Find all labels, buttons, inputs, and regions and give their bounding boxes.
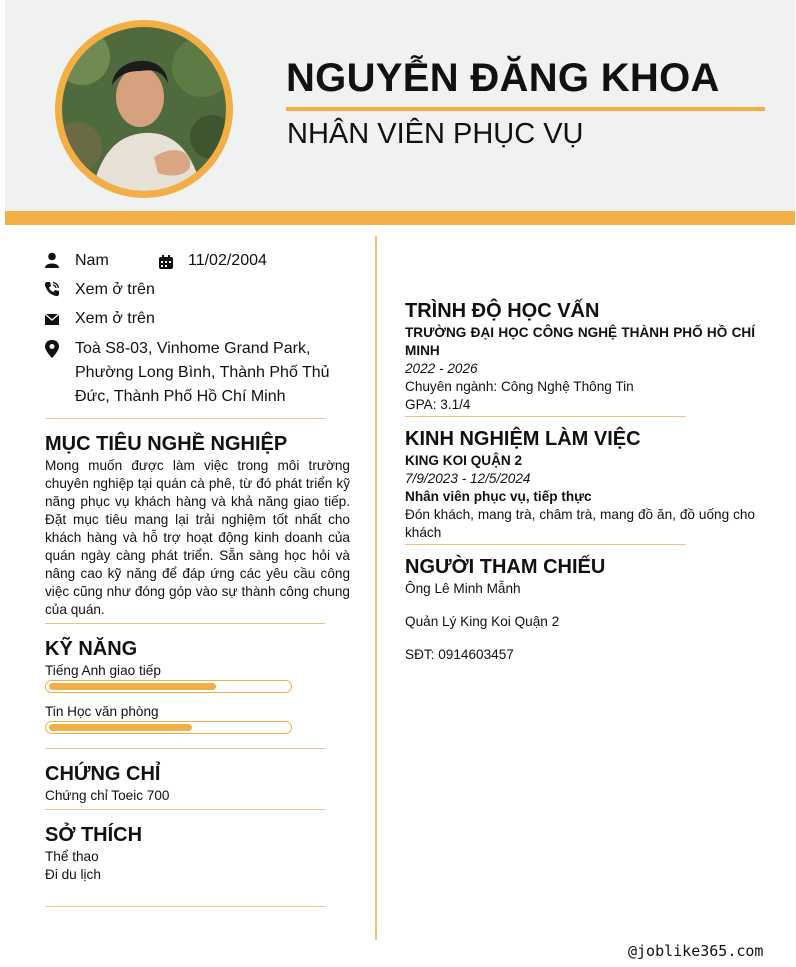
calendar-icon [158,254,174,270]
objective-text: Mong muốn được làm việc trong môi trường chuyên nghiệp tại quán cà phê, từ đó phát triển kỹ năng phục vụ khách hàng và khả năng giao tiếp. Đặt mục tiêu mang lại trải nghiệm tốt nhất cho khách hàng và hỗ trợ hoạt động kinh doanh của quán ngày càng phát triển. Sẵn sàng học hỏi và nâng cao kỹ năng để đáp ứng các yêu cầu công việc cũng như đóng góp vào sự thành công chung của quán. [45,458,350,617]
divider [45,809,325,810]
email-value: Xem ở trên [75,310,155,327]
location-pin-icon [44,340,60,358]
skill-bar-fill [49,683,216,690]
skill-bar [45,680,292,693]
mail-icon [44,311,60,327]
job-title: NHÂN VIÊN PHỤC VỤ [287,118,584,150]
name-underline [286,107,765,111]
experience-period: 7/9/2023 - 12/5/2024 [405,471,531,486]
experience-description: Đón khách, mang trà, châm trà, mang đồ ăn, đồ uống cho khách [405,507,755,540]
education-period: 2022 - 2026 [405,361,478,376]
certificate-item: Chứng chỉ Toeic 700 [45,788,170,803]
reference-role: Quản Lý King Koi Quận 2 [405,614,560,629]
skills-title: KỸ NĂNG [45,638,138,660]
hobby-item: Thể thao [45,849,99,864]
experience-position: Nhân viên phục vụ, tiếp thực [405,489,592,504]
skill-bar-fill [49,724,192,731]
user-icon [44,252,60,268]
objective-title: MỤC TIÊU NGHỀ NGHIỆP [45,433,288,455]
reference-phone: SĐT: 0914603457 [405,647,514,662]
divider [45,748,325,749]
divider [405,544,686,545]
divider [45,906,325,907]
hobbies-title: SỞ THÍCH [45,824,143,846]
skill-name: Tiếng Anh giao tiếp [45,663,161,678]
phone-value: Xem ở trên [75,281,155,298]
header-accent-bar [5,211,795,225]
divider [405,416,686,417]
education-major: Chuyên ngành: Công Nghệ Thông Tin [405,379,634,394]
candidate-name: NGUYỄN ĐĂNG KHOA [286,56,720,100]
hobby-item: Đi du lịch [45,867,101,882]
skill-name: Tin Học văn phòng [45,704,159,719]
divider [45,623,325,624]
skill-bar [45,721,292,734]
reference-title: NGƯỜI THAM CHIẾU [405,556,606,578]
phone-icon [44,281,60,297]
school-name: TRƯỜNG ĐẠI HỌC CÔNG NGHỆ THÀNH PHỐ HỒ CHÍ MINH [405,325,755,358]
experience-title: KINH NGHIỆM LÀM VIỆC [405,428,641,450]
certificates-title: CHỨNG CHỈ [45,763,161,785]
column-divider [375,236,377,940]
address-value: Toà S8-03, Vinhome Grand Park, Phường Long Bình, Thành Phố Thủ Đức, Thành Phố Hồ Chí Minh [75,340,330,405]
site-watermark: @joblike365.com [628,942,764,960]
avatar [55,20,233,198]
divider [45,418,325,419]
birthday-value: 11/02/2004 [188,252,267,269]
education-gpa: GPA: 3.1/4 [405,397,471,412]
gender-value: Nam [75,252,109,269]
education-title: TRÌNH ĐỘ HỌC VẤN [405,300,600,322]
company-name: KING KOI QUẬN 2 [405,453,523,468]
reference-name: Ông Lê Minh Mẫnh [405,581,521,596]
profile-photo [62,27,226,191]
